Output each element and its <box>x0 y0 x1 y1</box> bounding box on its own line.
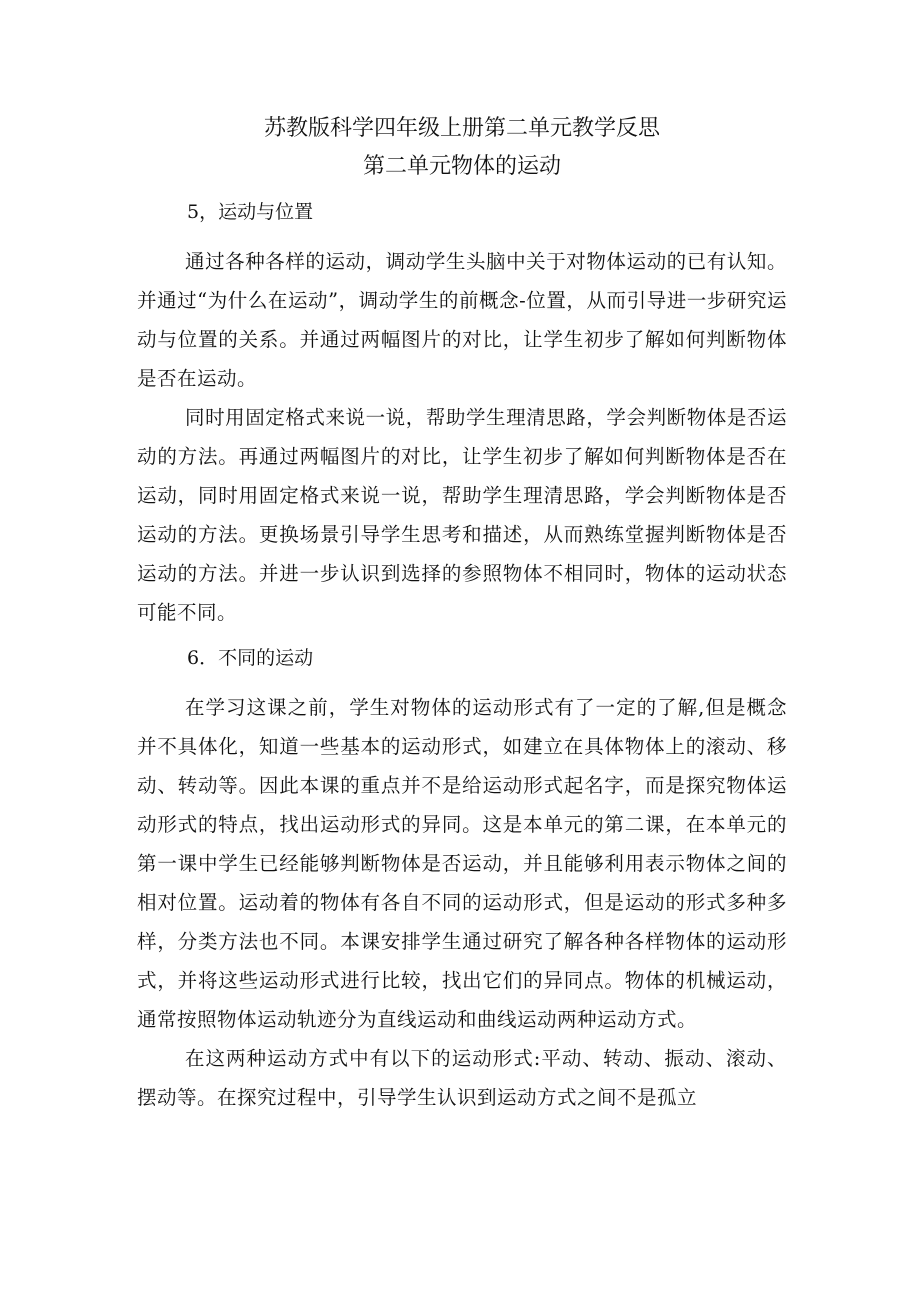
paragraph: 在学习这课之前，学生对物体的运动形式有了一定的了解,但是概念并不具体化，知道一些基本的运动形式，如建立在具体物体上的滚动、移动、转动等。因此本课的重点并不是给运动形式起名字，而是探究物体运动形式的特点，找出运动形式的异同。这是本单元的第二课，在本单元的第一课中学生已经能够判断物体是否运动，并且能够利用表示物体之间的相对位置。运动着的物体有各自不同的运动形式，但是运动的形式多种多样，分类方法也不同。本课安排学生通过研究了解各种各样物体的运动形式，并将这些运动形式进行比较，找出它们的异同点。物体的机械运动，通常按照物体运动轨迹分为直线运动和曲线运动两种运动方式。 <box>137 696 787 1031</box>
section-heading: 6．不同的运动 <box>187 647 314 669</box>
document-subtitle: 第二单元物体的运动 <box>362 154 561 179</box>
paragraph: 通过各种各样的运动，调动学生头脑中关于对物体运动的已有认知。并通过“为什么在运动”，调动学生的前概念-位置，从而引导进一步研究运动与位置的关系。并通过两幅图片的对比，让学生初步了解如何判断物体是否在运动。 <box>137 250 787 390</box>
paragraph: 在这两种运动方式中有以下的运动形式:平动、转动、振动、滚动、摆动等。在探究过程中，引导学生认识到运动方式之间不是孤立 <box>137 1047 787 1109</box>
section-different-motions <box>137 640 787 1117</box>
document-title: 苏教版科学四年级上册第二单元教学反思 <box>263 116 660 141</box>
section-motion-and-position <box>137 194 787 632</box>
paragraph: 同时用固定格式来说一说，帮助学生理清思路，学会判断物体是否运动的方法。再通过两幅图片的对比，让学生初步了解如何判断物体是否在运动，同时用固定格式来说一说，帮助学生理清思路，学会判断物体是否运动的方法。更换场景引导学生思考和描述，从而熟练堂握判断物体是否运动的方法。并进一步认识到选择的参照物体不相同时，物体的运动状态可能不同。 <box>137 406 787 624</box>
document-page <box>137 110 787 1117</box>
section-heading: 5，运动与位置 <box>187 201 314 223</box>
